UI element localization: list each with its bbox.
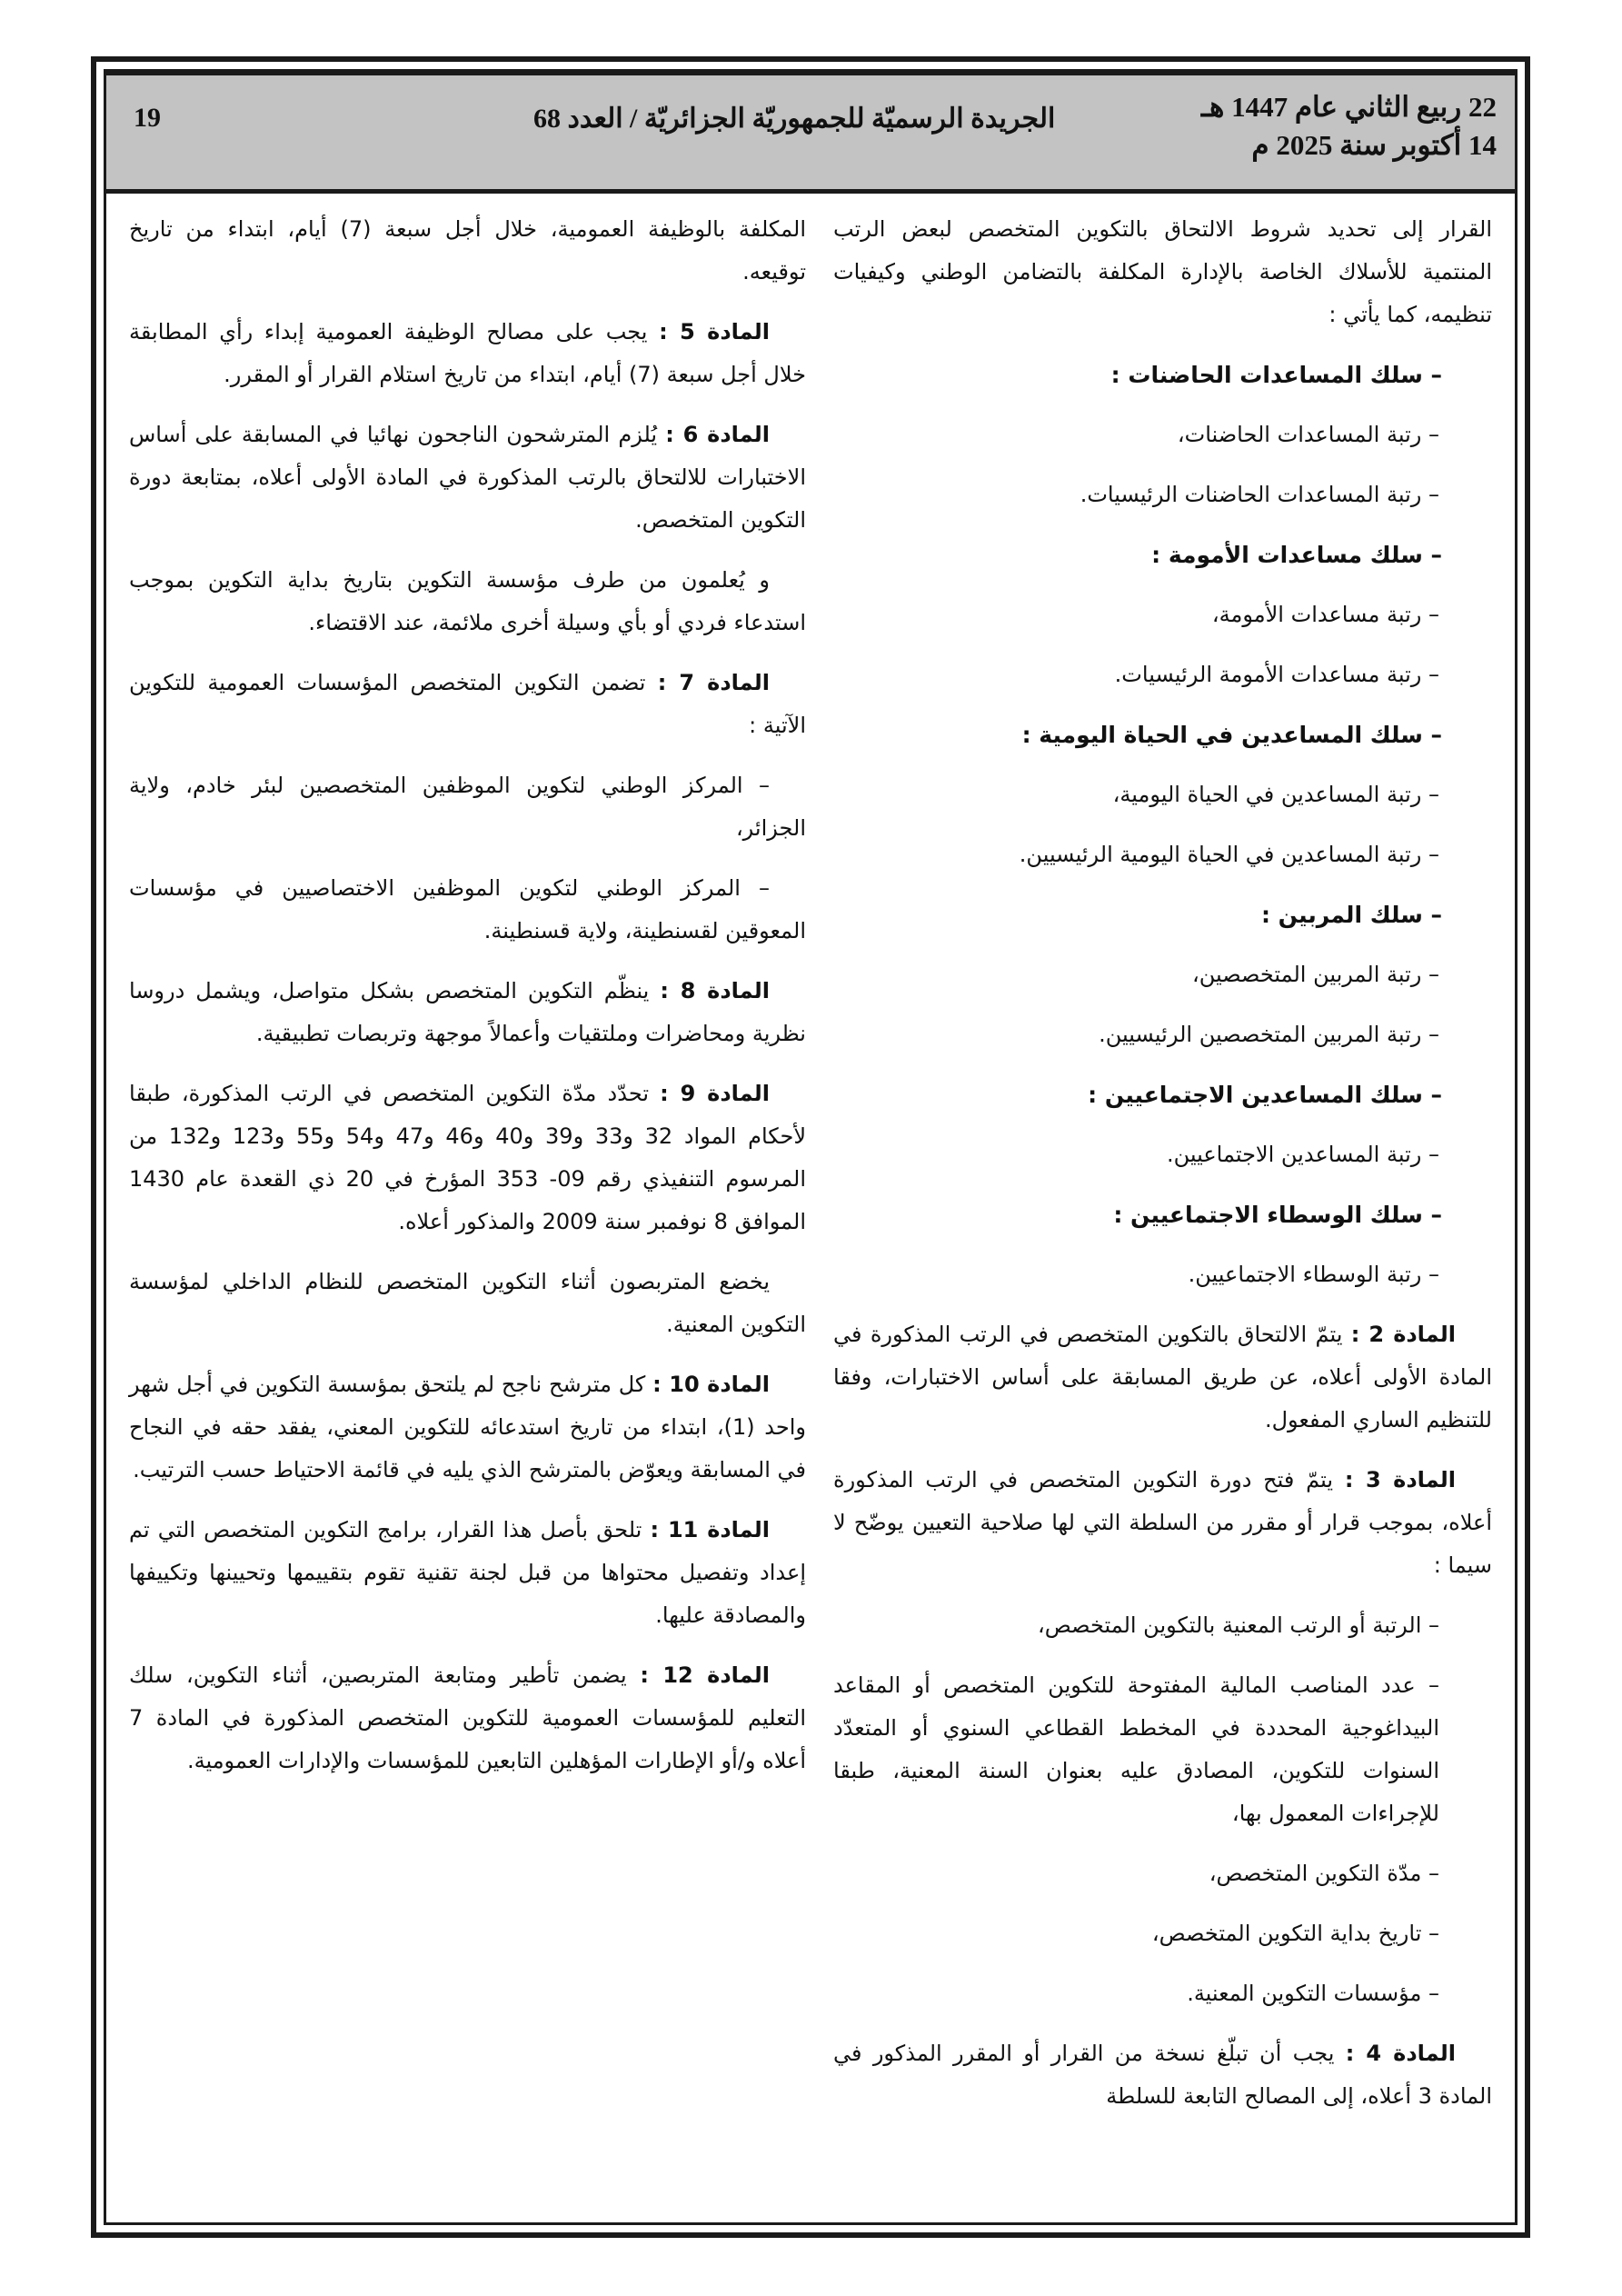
paragraph-text: و يُعلمون من طرف مؤسسة التكوين بتاريخ بداية التكوين بموجب استدعاء فردي أو بأي وسيلة أخرى ملائمة، عند الاقتضاء. xyxy=(129,567,806,635)
paragraph-text: – سلك الوسطاء الاجتماعيين : xyxy=(1113,1202,1442,1228)
article-label: المادة 3 : xyxy=(1344,1467,1456,1492)
article-paragraph xyxy=(129,1654,806,1782)
article-paragraph xyxy=(129,1073,806,1243)
page-frame xyxy=(91,56,1530,2238)
article-paragraph xyxy=(129,970,806,1055)
list-item xyxy=(833,1972,1492,2015)
paragraph-text: – مؤسسات التكوين المعنية. xyxy=(1187,1981,1439,2006)
paragraph-text: – مدّة التكوين المتخصص، xyxy=(1209,1861,1439,1886)
article-label: المادة 5 : xyxy=(659,319,770,344)
gazette-header xyxy=(106,72,1515,194)
paragraph-text: كل مترشح ناجح لم يلتحق بمؤسسة التكوين في أجل شهر واحد (1)، ابتداء من تاريخ استدعائه للتكوين المعني، يفقد حقه في النجاح في المسابقة ويعوّض بالمترشح الذي يليه في قائمة الاحتياط حسب الترتيب. xyxy=(129,1372,806,1482)
article-paragraph xyxy=(833,2032,1492,2118)
paragraph-text: – المركز الوطني لتكوين الموظفين الاختصاصيين في مؤسسات المعوقين لقسنطينة، ولاية قسنطينة. xyxy=(129,875,806,943)
paragraph-text: – سلك مساعدات الأمومة : xyxy=(1151,542,1442,568)
paragraph-text: – رتبة المربين المتخصصين، xyxy=(1191,962,1439,987)
page-border xyxy=(104,69,1518,2225)
paragraph xyxy=(129,208,806,294)
paragraph-text: يجب أن تبلّغ نسخة من القرار أو المقرر المذكور في المادة 3 أعلاه، إلى المصالح التابعة للسلطة xyxy=(833,2041,1492,2109)
paragraph-text: القرار إلى تحديد شروط الالتحاق بالتكوين المتخصص لبعض الرتب المنتمية للأسلاك الخاصة بالإدارة المكلفة بالتضامن الوطني وكيفيات تنظيمه، كما يأتي : xyxy=(833,216,1492,327)
article-label: المادة 10 : xyxy=(652,1372,771,1397)
paragraph-text: تحدّد مدّة التكوين المتخصص في الرتب المذكورة، طبقا لأحكام المواد 32 و33 و39 و40 و46 و47 و54 و55 و123 و132 من المرسوم التنفيذي رقم 09- 353 المؤرخ في 20 ذي القعدة عام 1430 الموافق 8 نوفمبر سنة 2009 والمذكور أعلاه. xyxy=(129,1081,807,1234)
paragraph-text: المكلفة بالوظيفة العمومية، خلال أجل سبعة (7) أيام، ابتداء من تاريخ توقيعه. xyxy=(129,216,806,285)
corps-heading xyxy=(833,354,1492,396)
paragraph-text: يجب على مصالح الوظيفة العمومية إبداء رأي المطابقة خلال أجل سبعة (7) أيام، ابتداء من تاريخ استلام القرار أو المقرر. xyxy=(129,319,806,387)
right-column xyxy=(833,208,1492,2135)
paragraph-text: – رتبة المساعدات الحاضنات، xyxy=(1177,422,1439,447)
paragraph xyxy=(833,208,1492,336)
paragraph-text: – سلك المساعدين في الحياة اليومية : xyxy=(1021,722,1442,748)
paragraph xyxy=(129,764,806,850)
paragraph xyxy=(129,1261,806,1346)
paragraph-text: – رتبة مساعدات الأمومة، xyxy=(1211,602,1439,627)
paragraph-text: تضمن التكوين المتخصص المؤسسات العمومية للتكوين الآتية : xyxy=(129,670,806,738)
paragraph xyxy=(129,559,806,644)
article-paragraph xyxy=(129,662,806,747)
paragraph-text: تلحق بأصل هذا القرار، برامج التكوين المتخصص التي تم إعداد وتفصيل محتواها من قبل لجنة تقنية تقوم بتقييمها وتحيينها وتكييفها والمصادقة عليها. xyxy=(129,1517,806,1628)
list-item xyxy=(833,1253,1492,1296)
corps-heading xyxy=(833,714,1492,756)
paragraph-text: – رتبة مساعدات الأمومة الرئيسيات. xyxy=(1114,662,1439,687)
paragraph-text: يخضع المتربصون أثناء التكوين المتخصص للنظام الداخلي لمؤسسة التكوين المعنية. xyxy=(129,1269,806,1337)
paragraph-text: – سلك المساعدين الاجتماعيين : xyxy=(1088,1082,1442,1108)
article-label: المادة 4 : xyxy=(1345,2041,1457,2066)
paragraph-text: – تاريخ بداية التكوين المتخصص، xyxy=(1151,1921,1439,1946)
date-gregorian: 14 أكتوبر سنة 2025 م xyxy=(1251,129,1497,161)
article-paragraph xyxy=(833,1459,1492,1587)
list-item xyxy=(833,474,1492,516)
list-item xyxy=(833,1912,1492,1955)
paragraph-text: يُلزم المترشحون الناجحون نهائيا في المسابقة على أساس الاختبارات للالتحاق بالرتب المذكورة في المادة الأولى أعلاه، بمتابعة دورة التكوين المتخصص. xyxy=(129,422,806,533)
list-item xyxy=(833,1664,1492,1835)
article-label: المادة 11 : xyxy=(650,1517,771,1542)
list-item xyxy=(833,1013,1492,1056)
paragraph-text: – المركز الوطني لتكوين الموظفين المتخصصين لبئر خادم، ولاية الجزائر، xyxy=(129,773,806,841)
article-paragraph xyxy=(129,311,806,396)
paragraph-text: – عدد المناصب المالية المفتوحة للتكوين المتخصص أو المقاعد البيداغوجية المحددة في المخطط القطاعي السنوي أو المتعدّد السنوات للتكوين، المصادق عليه بعنوان السنة المعنية، طبقا للإجراءات المعمول بها، xyxy=(833,1672,1439,1826)
page-number: 19 xyxy=(134,103,161,133)
paragraph-text: – رتبة الوسطاء الاجتماعيين. xyxy=(1188,1262,1439,1287)
paragraph-text: – رتبة المساعدين في الحياة اليومية، xyxy=(1112,782,1439,807)
list-item xyxy=(833,953,1492,996)
list-item xyxy=(833,594,1492,636)
article-label: المادة 7 : xyxy=(657,670,770,695)
paragraph-text: يضمن تأطير ومتابعة المتربصين، أثناء التكوين، سلك التعليم للمؤسسات العمومية للتكوين المتخصص المذكورة في المادة 7 أعلاه و/أو الإطارات المؤهلين التابعين للمؤسسات والإدارات العمومية. xyxy=(129,1662,806,1773)
article-label: المادة 12 : xyxy=(640,1662,771,1688)
paragraph-text: يتمّ الالتحاق بالتكوين المتخصص في الرتب المذكورة في المادة الأولى أعلاه، عن طريق المسابقة على أساس الاختبارات، وفقا للتنظيم الساري المفعول. xyxy=(833,1322,1492,1433)
list-item xyxy=(833,834,1492,876)
list-item xyxy=(833,1133,1492,1176)
paragraph-text: – رتبة المساعدين في الحياة اليومية الرئيسيين. xyxy=(1019,842,1439,867)
paragraph-text: – الرتبة أو الرتب المعنية بالتكوين المتخصص، xyxy=(1038,1612,1439,1638)
article-paragraph xyxy=(129,414,806,542)
article-paragraph xyxy=(833,1313,1492,1442)
list-item xyxy=(833,1604,1492,1647)
paragraph-text: ينظّم التكوين المتخصص بشكل متواصل، ويشمل دروسا نظرية ومحاضرات وملتقيات وأعمالاً موجهة وتربصات تطبيقية. xyxy=(129,978,806,1046)
article-label: المادة 6 : xyxy=(665,422,771,447)
list-item xyxy=(833,414,1492,456)
article-paragraph xyxy=(129,1363,806,1492)
left-column xyxy=(129,208,806,1800)
header-date xyxy=(1201,88,1497,165)
paragraph-text: – رتبة المساعدين الاجتماعيين. xyxy=(1166,1142,1439,1167)
paragraph-text: – سلك المساعدات الحاضنات : xyxy=(1110,362,1442,388)
corps-heading xyxy=(833,534,1492,576)
article-label: المادة 9 : xyxy=(660,1081,770,1106)
gazette-title: الجريدة الرسميّة للجمهوريّة الجزائريّة / العدد 68 xyxy=(533,104,1056,134)
list-item xyxy=(833,654,1492,696)
article-label: المادة 2 : xyxy=(1350,1322,1457,1347)
paragraph-text: – رتبة المربين المتخصصين الرئيسيين. xyxy=(1099,1022,1439,1047)
article-label: المادة 8 : xyxy=(660,978,771,1003)
corps-heading xyxy=(833,893,1492,936)
article-paragraph xyxy=(129,1509,806,1637)
corps-heading xyxy=(833,1193,1492,1236)
date-hijri: 22 ربيع الثاني عام 1447 هـ xyxy=(1200,91,1497,123)
paragraph-text: – رتبة المساعدات الحاضنات الرئيسيات. xyxy=(1080,482,1439,507)
paragraph-text: يتمّ فتح دورة التكوين المتخصص في الرتب المذكورة أعلاه، بموجب قرار أو مقرر من السلطة التي لها صلاحية التعيين يوضّح لا سيما : xyxy=(833,1467,1492,1578)
list-item xyxy=(833,1852,1492,1895)
paragraph-text: – سلك المربين : xyxy=(1260,902,1442,928)
list-item xyxy=(833,774,1492,816)
paragraph xyxy=(129,867,806,953)
corps-heading xyxy=(833,1073,1492,1116)
